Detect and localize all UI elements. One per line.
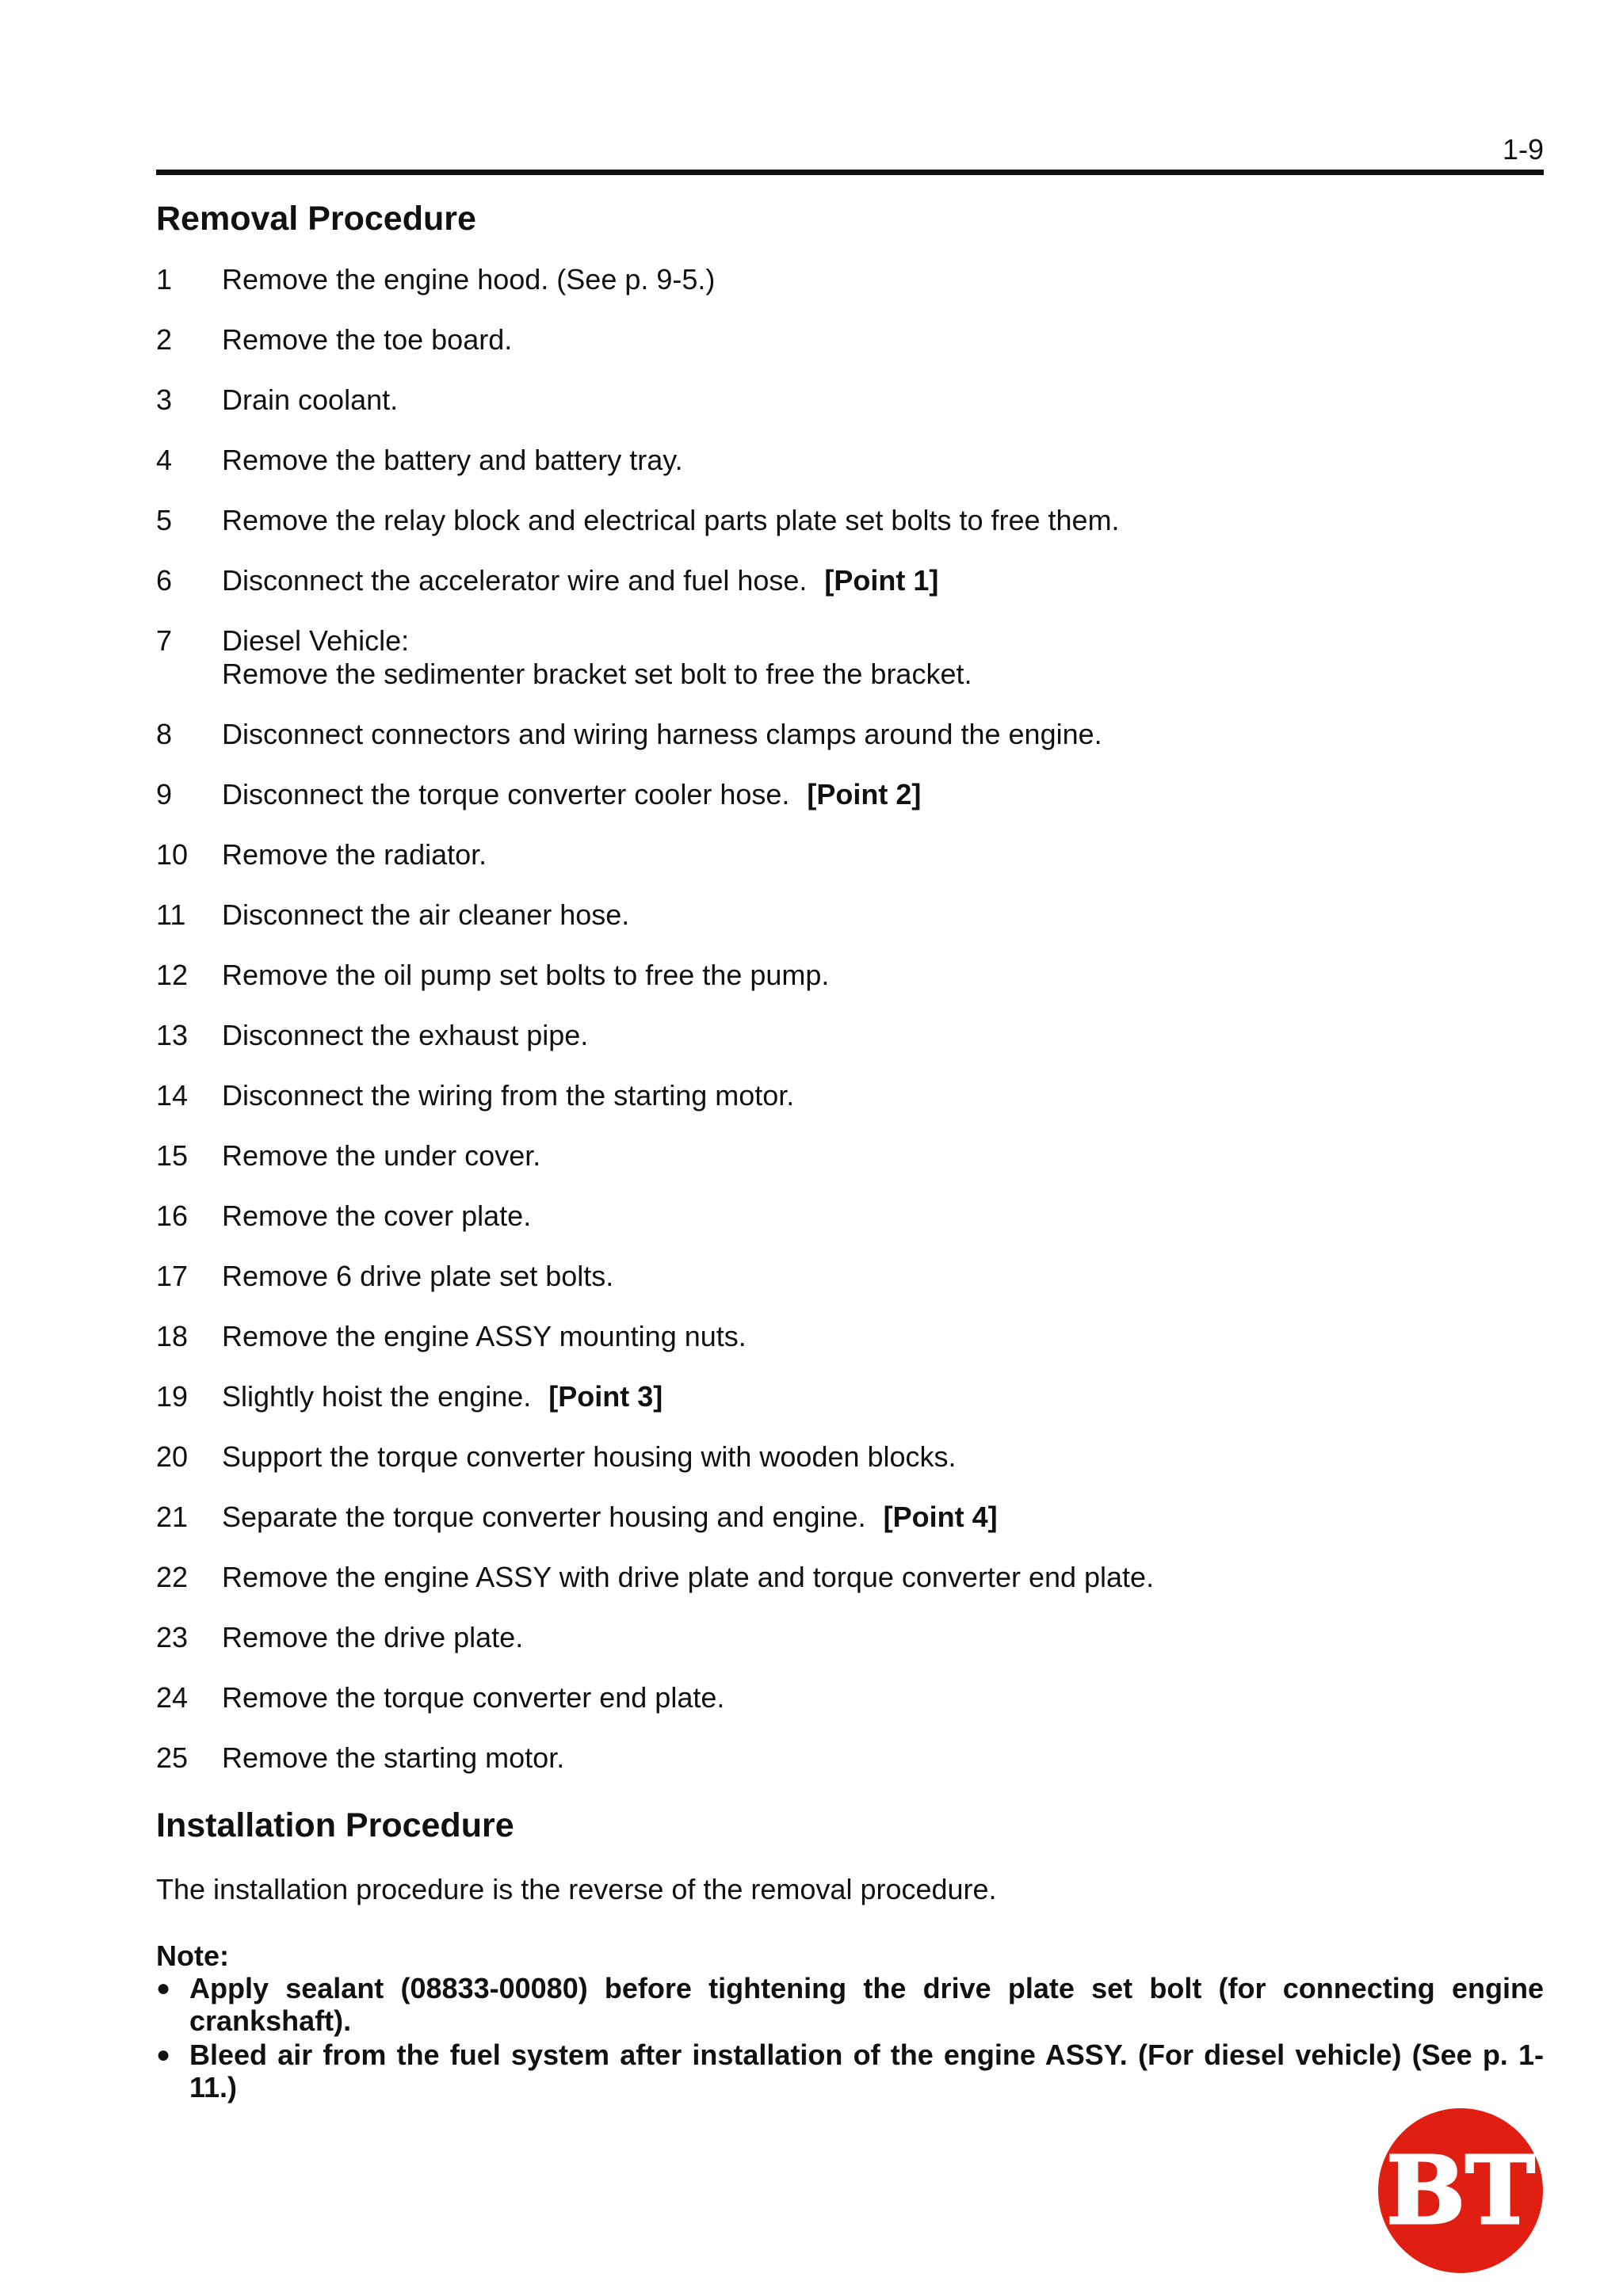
step-body	[222, 1139, 1544, 1173]
step-body	[222, 838, 1544, 871]
point-reference: [Point 3]	[548, 1380, 663, 1413]
step-number: 15	[156, 1139, 189, 1172]
note-item	[156, 2039, 1544, 2103]
step-body	[222, 323, 1544, 357]
list-item	[156, 1621, 1544, 1654]
step-text: Remove the torque converter end plate.	[222, 1681, 725, 1714]
point-reference: [Point 2]	[807, 778, 922, 810]
step-number: 24	[156, 1681, 189, 1714]
step-body	[222, 1440, 1544, 1474]
step-text: Support the torque converter housing with wooden blocks.	[222, 1440, 957, 1473]
list-item	[156, 1079, 1544, 1112]
step-text: Remove the engine ASSY with drive plate and torque converter end plate.	[222, 1561, 1155, 1593]
list-item	[156, 263, 1544, 296]
step-number: 23	[156, 1621, 189, 1653]
step-number: 21	[156, 1501, 189, 1533]
step-body	[222, 1561, 1544, 1594]
step-number: 7	[156, 624, 173, 657]
step-body	[222, 263, 1544, 296]
list-item	[156, 898, 1544, 932]
logo-lettering: BT	[1386, 2135, 1535, 2245]
note-label: Note:	[156, 1939, 229, 1972]
step-number: 12	[156, 959, 189, 991]
step-text: Remove the engine ASSY mounting nuts.	[222, 1320, 747, 1352]
step-body	[222, 1621, 1544, 1654]
step-text: Disconnect the air cleaner hose.	[222, 898, 630, 931]
step-number: 13	[156, 1019, 189, 1051]
list-item	[156, 718, 1544, 751]
note-text: Bleed air from the fuel system after installation of the engine ASSY. (For diesel vehicle) (See p. 1-11.)	[189, 2039, 1544, 2103]
bullet-icon: ●	[156, 2042, 171, 2068]
removal-heading: Removal Procedure	[156, 200, 476, 238]
header-rule	[156, 170, 1544, 175]
point-reference: [Point 4]	[883, 1501, 998, 1533]
step-number: 5	[156, 504, 173, 536]
step-text: Remove the oil pump set bolts to free the pump.	[222, 959, 830, 991]
step-body	[222, 1079, 1544, 1112]
step-body	[222, 1380, 1544, 1413]
installation-paragraph: The installation procedure is the reverse of the removal procedure.	[156, 1873, 997, 1905]
step-number: 16	[156, 1199, 189, 1232]
list-item	[156, 778, 1544, 811]
step-text: Remove the engine hood. (See p. 9-5.)	[222, 263, 716, 296]
step-body	[222, 1260, 1544, 1293]
bullet-icon: ●	[156, 1975, 171, 2001]
step-body	[222, 1681, 1544, 1714]
step-text: Remove the drive plate.	[222, 1621, 524, 1653]
notes-list	[156, 1972, 1544, 2105]
step-number: 8	[156, 718, 173, 750]
step-number: 11	[156, 898, 186, 931]
step-number: 22	[156, 1561, 189, 1593]
step-body	[222, 959, 1544, 992]
note-text: Apply sealant (08833-00080) before tightening the drive plate set bolt (for connecting engine crankshaft).	[189, 1972, 1544, 2037]
list-item	[156, 504, 1544, 537]
step-text: Remove the battery and battery tray.	[222, 444, 683, 476]
step-number: 17	[156, 1260, 189, 1292]
list-item	[156, 1501, 1544, 1534]
list-item	[156, 959, 1544, 992]
step-body	[222, 624, 1544, 691]
step-text: Remove 6 drive plate set bolts.	[222, 1260, 614, 1292]
step-body	[222, 564, 1544, 597]
step-text: Disconnect the exhaust pipe.	[222, 1019, 589, 1051]
list-item	[156, 1561, 1544, 1594]
list-item	[156, 1260, 1544, 1293]
list-item	[156, 1440, 1544, 1474]
step-number: 3	[156, 383, 173, 416]
step-number: 9	[156, 778, 173, 810]
list-item	[156, 1741, 1544, 1775]
step-text: Drain coolant.	[222, 383, 399, 416]
list-item	[156, 1019, 1544, 1052]
step-body	[222, 718, 1544, 751]
step-text: Remove the starting motor.	[222, 1741, 565, 1774]
step-number: 20	[156, 1440, 189, 1473]
step-text: Remove the radiator.	[222, 838, 487, 871]
list-item	[156, 1139, 1544, 1173]
step-text: Disconnect the torque converter cooler hose.	[222, 778, 790, 810]
step-body	[222, 1741, 1544, 1775]
step-number: 4	[156, 444, 173, 476]
step-body	[222, 1501, 1544, 1534]
step-number: 14	[156, 1079, 189, 1112]
step-number: 1	[156, 263, 173, 296]
step-number: 10	[156, 838, 189, 871]
step-body	[222, 444, 1544, 477]
list-item	[156, 383, 1544, 417]
note-item	[156, 1972, 1544, 2037]
step-text: Disconnect connectors and wiring harness clamps around the engine.	[222, 718, 1102, 750]
list-item	[156, 1380, 1544, 1413]
list-item	[156, 1320, 1544, 1353]
step-text: Remove the relay block and electrical parts plate set bolts to free them.	[222, 504, 1120, 536]
step-number: 25	[156, 1741, 189, 1774]
list-item	[156, 838, 1544, 871]
list-item	[156, 624, 1544, 691]
list-item	[156, 1681, 1544, 1714]
list-item	[156, 564, 1544, 597]
step-text: Slightly hoist the engine.	[222, 1380, 532, 1413]
point-reference: [Point 1]	[824, 564, 939, 597]
installation-heading: Installation Procedure	[156, 1806, 514, 1844]
step-body	[222, 778, 1544, 811]
step-text: Diesel Vehicle:	[222, 624, 410, 657]
step-text: Disconnect the accelerator wire and fuel hose.	[222, 564, 808, 597]
bt-logo	[1377, 2107, 1544, 2274]
step-text-continuation: Remove the sedimenter bracket set bolt to free the bracket.	[222, 658, 972, 690]
step-text: Remove the toe board.	[222, 323, 513, 356]
step-text: Disconnect the wiring from the starting motor.	[222, 1079, 795, 1112]
step-text: Remove the cover plate.	[222, 1199, 532, 1232]
step-body	[222, 504, 1544, 537]
step-number: 18	[156, 1320, 189, 1352]
step-body	[222, 1320, 1544, 1353]
page-number: 1-9	[1502, 133, 1544, 166]
removal-steps-list	[156, 263, 1544, 1802]
list-item	[156, 1199, 1544, 1233]
step-body	[222, 1199, 1544, 1233]
step-number: 2	[156, 323, 173, 356]
step-text: Separate the torque converter housing and engine.	[222, 1501, 866, 1533]
step-text: Remove the under cover.	[222, 1139, 541, 1172]
step-body	[222, 1019, 1544, 1052]
step-number: 6	[156, 564, 173, 597]
step-number: 19	[156, 1380, 189, 1413]
list-item	[156, 444, 1544, 477]
step-body	[222, 383, 1544, 417]
list-item	[156, 323, 1544, 357]
step-body	[222, 898, 1544, 932]
